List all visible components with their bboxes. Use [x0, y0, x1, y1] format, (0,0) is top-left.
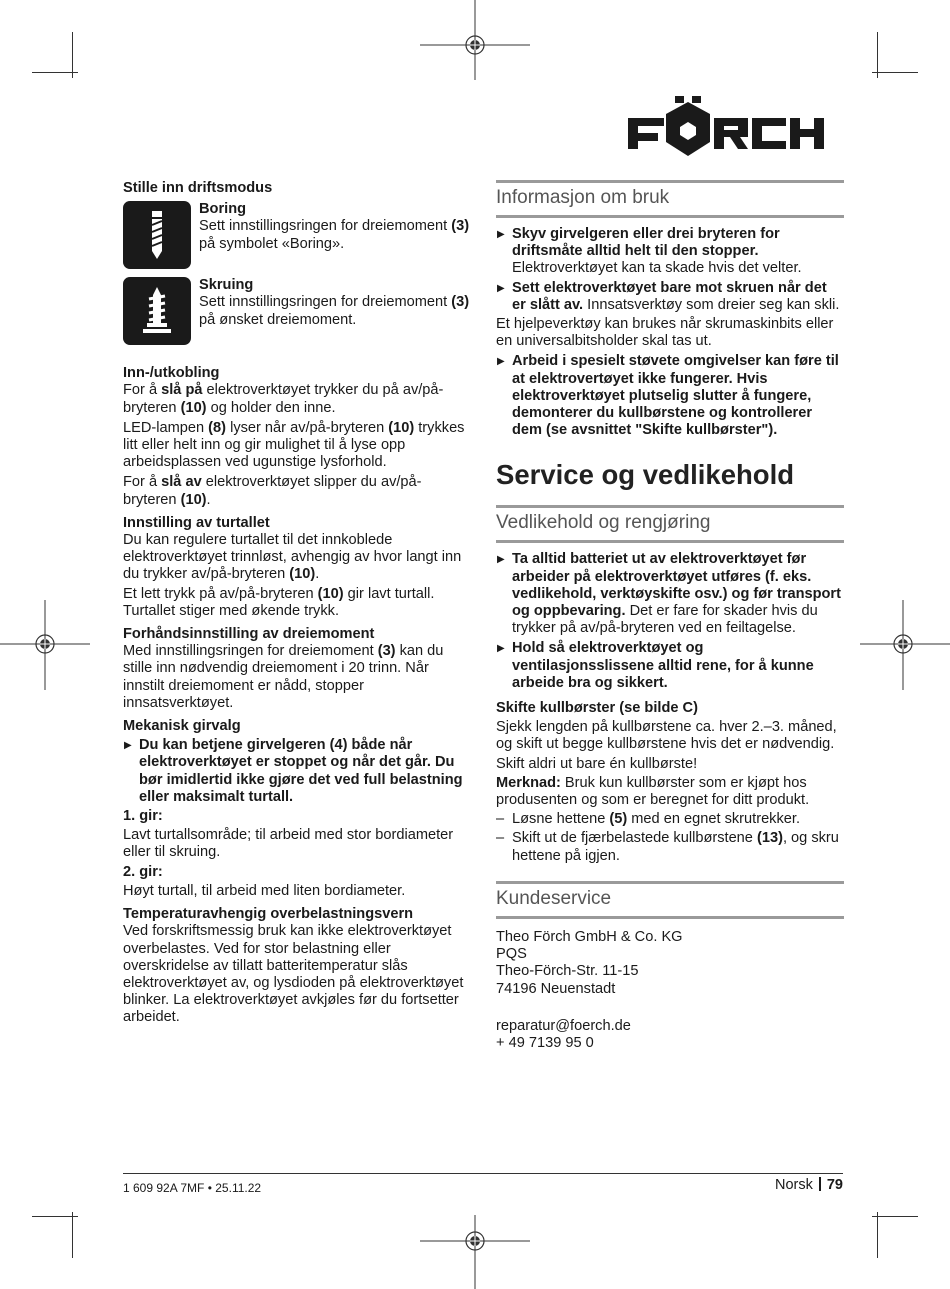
onoff-heading: Inn-/utkobling: [123, 365, 220, 382]
registration-mark-bottom-icon: [420, 1205, 530, 1289]
gear-1-text: Lavt turtallsområde; til arbeid med stor bordiameter eller til skruing.: [123, 827, 454, 861]
gear-2-title: 2. gir:: [123, 863, 163, 880]
gear-1-title: 1. gir:: [123, 808, 163, 825]
contact-phone: + 49 7139 95 0: [496, 1034, 594, 1051]
company-street: Theo-Förch-Str. 11-15: [496, 963, 639, 980]
company-name: Theo Förch GmbH & Co. KG: [496, 928, 683, 945]
torque-heading: Forhåndsinnstilling av dreiemoment: [123, 626, 375, 643]
foerch-logo: [628, 96, 842, 162]
brushes-text-1: Sjekk lengden på kullbørstene ca. hver 2.–3. måned, og skift ut begge kullbørstene hvis det er nødvendig.: [496, 719, 837, 753]
thermal-heading: Temperaturavhengig overbelastningsvern: [123, 906, 414, 923]
onoff-text-2: LED-lampen (8) lyser når av/på-bryteren (10) trykkes litt eller helt inn og gir mulighet til å lyse opp arbeidsplassen ved ugunstige lysforhold.: [123, 419, 465, 471]
screwing-title: Skruing: [199, 277, 254, 294]
brushes-heading: Skifte kullbørster (se bilde C): [496, 700, 698, 717]
torque-text: Med innstillingsringen for dreiemoment (3) kan du stille inn nødvendig dreiemoment i 20 trinn. Når innstilt dreiemoment er nådd, stopper innsatsverktøyet.: [123, 643, 444, 711]
maintenance-heading: Vedlikehold og rengjøring: [496, 505, 844, 543]
registration-mark-right-icon: [860, 600, 950, 690]
customer-service-heading: Kundeservice: [496, 881, 844, 919]
drilling-title: Boring: [199, 201, 247, 218]
registration-mark-left-icon: [0, 600, 90, 690]
thermal-text: Ved forskriftsmessig bruk kan ikke elektroverktøyet overbelastes. Ved for stor belastning eller overskridelse av tillatt batteritemperatur slås elektroverktøyet av, og lysdioden på elektroverktøyet blinker. La elektroverktøyet avkjøles før du fortsetter arbeidet.: [123, 923, 464, 1026]
onoff-text-1: For å slå på elektroverktøyet trykker du på av/på-bryteren (10) og holder den inne.: [123, 382, 444, 416]
registration-mark-top-icon: [420, 0, 530, 95]
speed-text-2: Et lett trykk på av/på-bryteren (10) gir lavt turtall. Turtallet stiger med økende trykk.: [123, 585, 435, 619]
onoff-text-3: For å slå av elektroverktøyet slipper du av/på-bryteren (10).: [123, 474, 422, 508]
drill-bit-icon: [123, 201, 191, 269]
left-column: [123, 180, 473, 1027]
company-city: 74196 Neuenstadt: [496, 980, 616, 997]
usage-text: Et hjelpeverktøy kan brukes når skrumaskinbits eller en universalbitsholder skal tas ut.: [496, 316, 834, 350]
gear-2-text: Høyt turtall, til arbeid med liten bordiameter.: [123, 882, 406, 899]
contact-email[interactable]: reparatur@foerch.de: [496, 1017, 631, 1034]
drive-mode-heading: Stille inn driftsmodus: [123, 180, 273, 196]
gear-warning: ▶ Du kan betjene girvelgeren (4) både når elektroverktøyet er stoppet og når det går. Du bør imidlertid ikke gjøre det ved full belastning eller maksimalt turtall.: [123, 737, 473, 806]
screwing-text: Sett innstillingsringen for dreiemoment (3) på ønsket dreiemoment.: [199, 294, 470, 328]
brushes-step-1: – Løsne hettene (5) med en egnet skrutrekker.: [496, 811, 844, 828]
drilling-text: Sett innstillingsringen for dreiemoment (3) på symbolet «Boring».: [199, 218, 470, 252]
gear-heading: Mekanisk girvalg: [123, 718, 241, 735]
right-column: [496, 180, 844, 1052]
footer-language: Norsk: [774, 1177, 813, 1193]
screw-icon: [123, 277, 191, 345]
service-title: Service og vedlikehold: [496, 459, 795, 491]
page-number: 79: [826, 1177, 843, 1193]
customer-address: [496, 929, 844, 1052]
speed-heading: Innstilling av turtallet: [123, 514, 270, 531]
brushes-text-2: Skift aldri ut bare én kullbørste!: [496, 755, 698, 772]
footer-page-info: [775, 1177, 843, 1194]
footer-doc-id: 1 609 92A 7MF • 25.11.22: [123, 1181, 262, 1195]
footer-separator: [819, 1177, 821, 1191]
brushes-note: Merknad: Bruk kun kullbørster som er kjøpt hos produsenten og som er beregnet for ditt produkt.: [496, 774, 810, 809]
screwing-mode-block: [123, 277, 473, 345]
company-dept: PQS: [496, 946, 527, 963]
brushes-step-2: – Skift ut de fjærbelastede kullbørstene (13), og skru hettene på igjen.: [496, 830, 844, 864]
footer-divider: [123, 1173, 843, 1174]
maintenance-bullet-2: ▶ Hold så elektroverktøyet og ventilasjonsslissene alltid rene, for å kunne arbeide bra og sikkert.: [496, 640, 844, 692]
drilling-mode-block: [123, 201, 473, 269]
speed-text-1: Du kan regulere turtallet til det innkoblede elektroverktøyet trinnløst, avhengig av hvor langt inn du trykker av/på-bryteren (10).: [123, 532, 462, 583]
usage-bullet-1: ▶ Skyv girvelgeren eller drei bryteren for driftsmåte alltid helt til den stopper. Elektroverktøyet kan ta skade hvis det velter.: [496, 226, 844, 278]
usage-bullet-2: ▶ Sett elektroverktøyet bare mot skruen når det er slått av. Innsatsverktøy som dreier seg kan skli.: [496, 280, 844, 314]
usage-heading: Informasjon om bruk: [496, 180, 844, 218]
usage-bullet-3: ▶ Arbeid i spesielt støvete omgivelser kan føre til at elektrovertøyet ikke fungerer. Hvis elektroverktøyet plutselig slutter å fungere, demonterer du kullbørstene og kontrollerer dem (se avsnittet "Skifte kullbørster").: [496, 353, 844, 439]
maintenance-bullet-1: ▶ Ta alltid batteriet ut av elektroverktøyet før arbeider på elektroverktøyet utføres (f. eks. vedlikehold, verktøyskifte osv.) og før transport og oppbevaring. Det er fare for skader hvis du trykker på av/på-bryteren ved en feiltagelse.: [496, 551, 844, 637]
